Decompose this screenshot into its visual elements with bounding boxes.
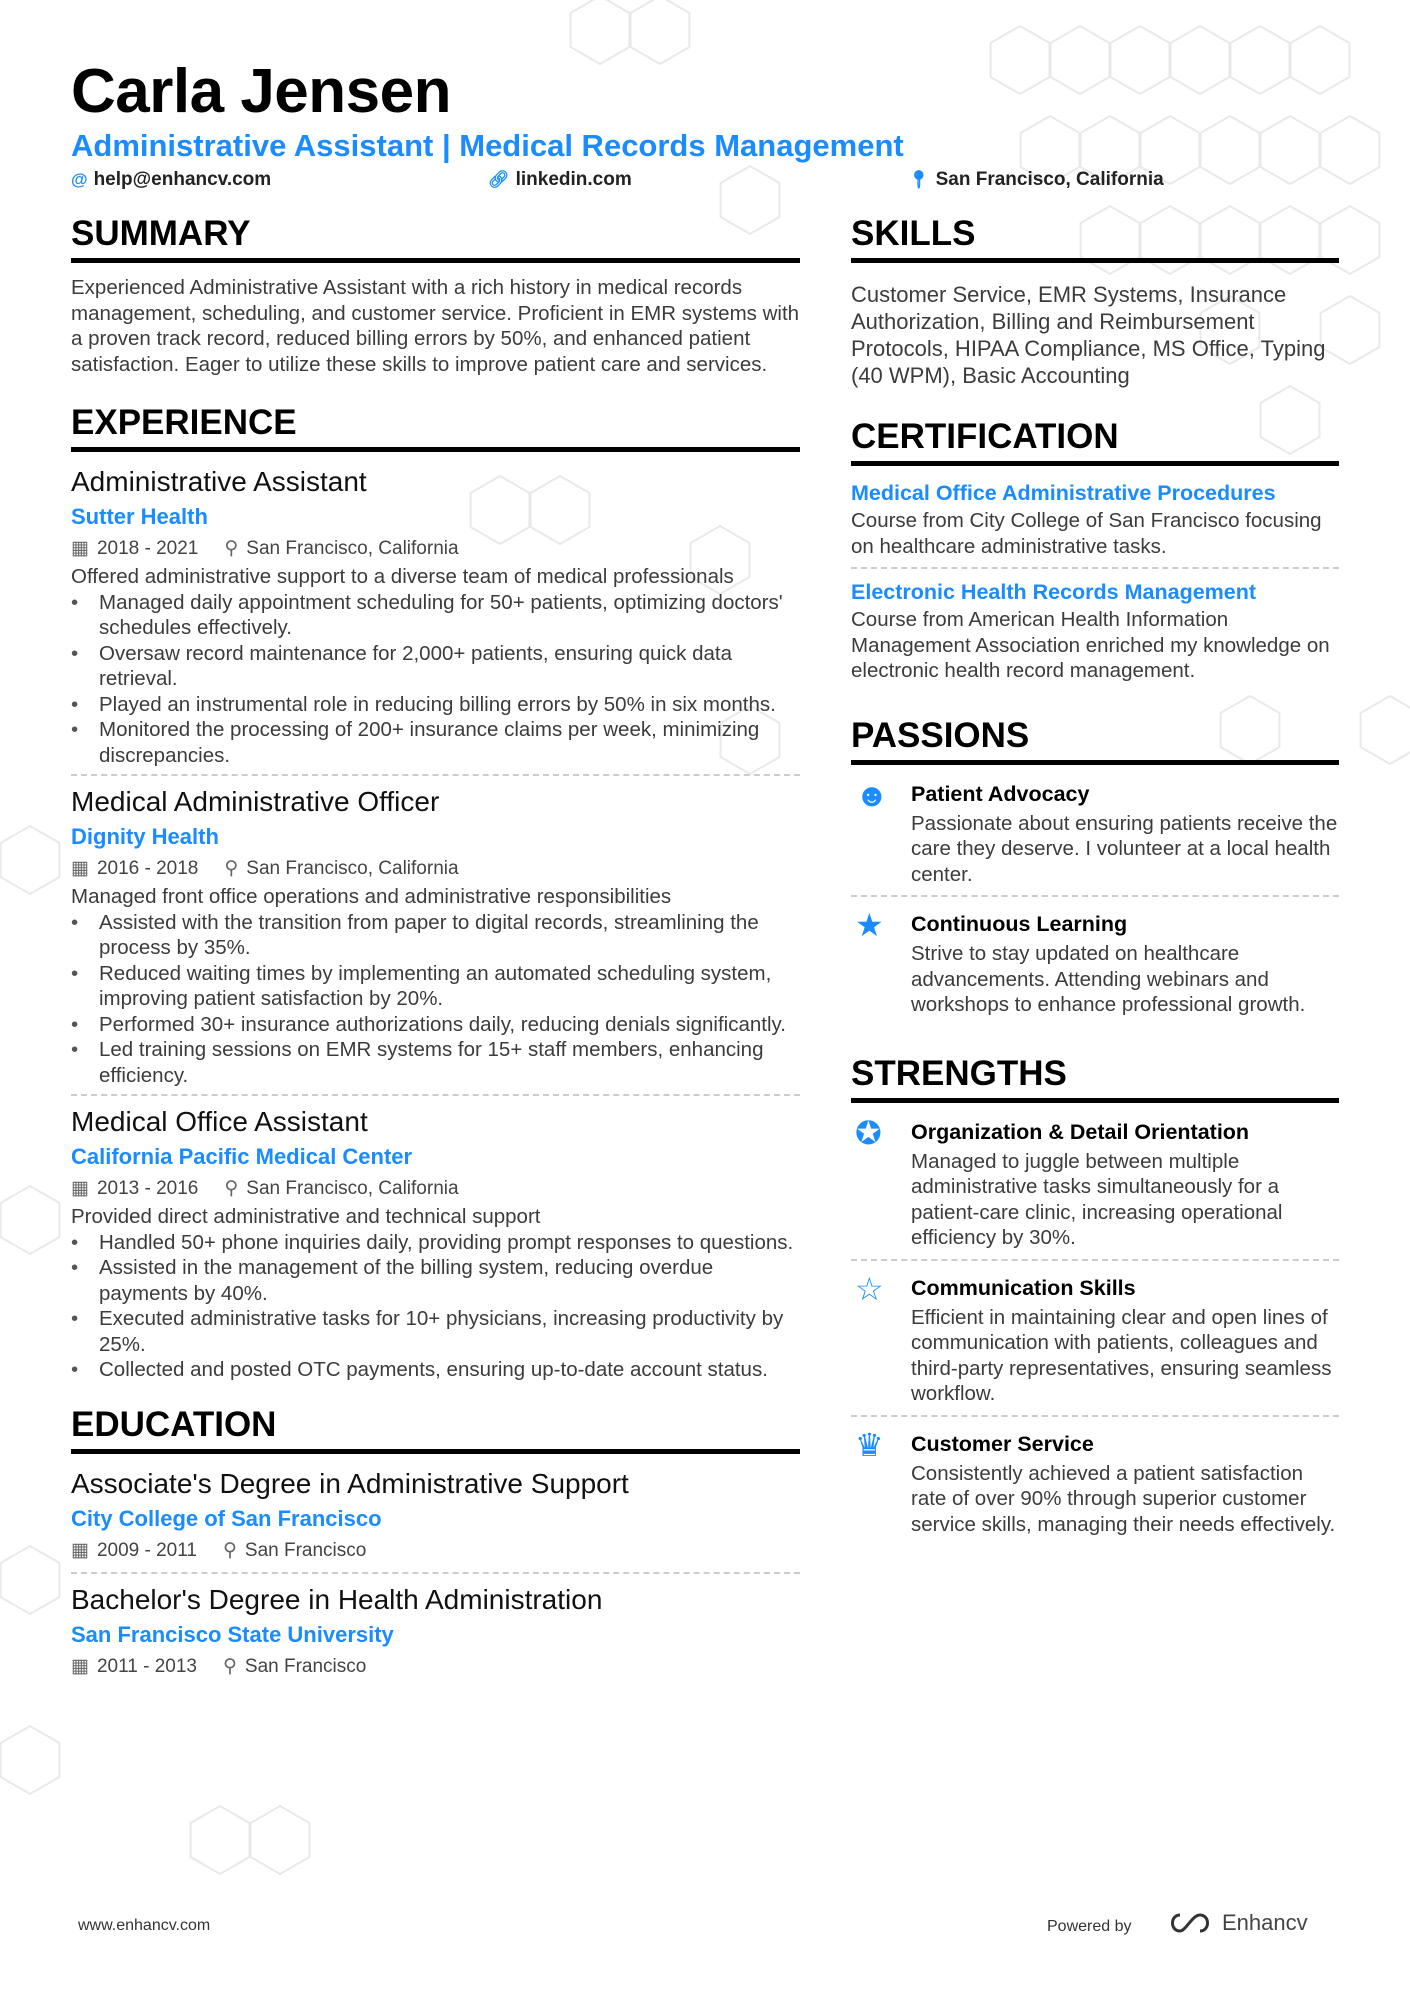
passions-section (851, 716, 1339, 1026)
map-pin-icon: ⚲ (224, 858, 239, 879)
hexagon-shape (1, 1726, 60, 1794)
dates-text: 2011 - 2013 (96, 1655, 197, 1677)
bullet-item: • Executed administrative tasks for 10+ physicians, increasing productivity by 25%. (71, 1306, 800, 1357)
location-text: San Francisco, California (246, 538, 459, 559)
contact-linkedin[interactable] (488, 169, 632, 191)
certification-text: Course from American Health Information Management Association enriched my knowledge on electronic health record management. (851, 608, 1330, 682)
enhancv-logo (1166, 1910, 1308, 1936)
bullet-item: • Handled 50+ phone inquiries daily, providing prompt responses to questions. (71, 1230, 800, 1256)
certification-entry (851, 577, 1339, 692)
headline: Administrative Assistant | Medical Records Management (71, 128, 904, 163)
bullet-item: • Played an instrumental role in reducing billing errors by 50% in six months. (71, 692, 800, 718)
item-body (911, 1115, 1339, 1251)
link-icon: 🔗︎ (488, 170, 510, 189)
item-body (911, 907, 1339, 1018)
job-description: Offered administrative support to a diverse team of medical professionals (71, 565, 734, 588)
strength-entry (851, 1271, 1339, 1417)
dates-text: 2016 - 2018 (96, 858, 199, 879)
meta-row (71, 1652, 800, 1682)
dates-text: 2018 - 2021 (96, 538, 199, 559)
dates (71, 1174, 198, 1204)
hexagon-shape (571, 0, 630, 64)
job-entry (71, 1104, 800, 1389)
meta-row (71, 1536, 800, 1566)
calendar-icon: ▦ (71, 1655, 89, 1677)
at-icon: @ (71, 170, 88, 189)
item-title: Continuous Learning (911, 912, 1128, 936)
calendar-icon: ▦ (71, 1539, 89, 1561)
dates (71, 854, 198, 884)
item-text: Efficient in maintaining clear and open lines of communication with patients, colleagues and third-party representatives, ensuring seamless workflow. (911, 1305, 1332, 1405)
calendar-icon: ▦ (71, 1178, 89, 1199)
bullet-item: • Assisted with the transition from paper to digital records, streamlining the process by 35%. (71, 910, 800, 961)
skills-section (851, 214, 1339, 389)
certification-title[interactable]: Medical Office Administrative Procedures (851, 481, 1276, 505)
job-description: Managed front office operations and administrative responsibilities (71, 885, 672, 908)
head-icon: ☻ (855, 776, 889, 813)
contact-location (908, 169, 1164, 191)
item-title: Communication Skills (911, 1275, 1136, 1300)
bullet-list (71, 1230, 800, 1383)
candidate-name: Carla Jensen (71, 57, 451, 126)
education-section (71, 1405, 800, 1688)
certification-text: Course from City College of San Francisco focusing on healthcare administrative tasks. (851, 509, 1322, 558)
bullet-item: • Monitored the processing of 200+ insurance claims per week, minimizing discrepancies. (71, 717, 800, 768)
trophy-icon: ♛ (855, 1426, 884, 1463)
map-pin-icon: ⚲ (222, 1539, 237, 1561)
item-body (911, 1427, 1339, 1538)
education-entry (71, 1582, 800, 1688)
summary-section (71, 214, 800, 377)
location-text: San Francisco, California (246, 1178, 459, 1199)
hexagon-shape (1361, 696, 1410, 764)
section-heading: STRENGTHS (851, 1054, 1339, 1103)
hexagon-shape (1231, 26, 1290, 94)
job-entry (71, 784, 800, 1096)
section-heading: SKILLS (851, 214, 1339, 263)
hexagon-shape (1111, 26, 1170, 94)
school-name[interactable]: City College of San Francisco (71, 1505, 382, 1531)
hexagon-shape (191, 1806, 250, 1874)
hexagon-shape (1291, 26, 1350, 94)
meta-row (71, 854, 800, 884)
job-title: Medical Office Assistant (71, 1106, 368, 1137)
hexagon-shape (1171, 26, 1230, 94)
strength-entry (851, 1427, 1339, 1546)
location (224, 534, 458, 564)
education-entry (71, 1466, 800, 1574)
map-pin-icon: ⚲ (222, 1655, 237, 1677)
location-text: San Francisco, California (935, 169, 1164, 190)
item-text: Consistently achieved a patient satisfaction rate of over 90% through superior customer service skills, managing their needs effectively. (911, 1461, 1336, 1536)
calendar-icon: ▦ (71, 538, 89, 559)
hexagon-shape (1, 1546, 60, 1614)
skills-text: Customer Service, EMR Systems, Insurance Authorization, Billing and Reimbursement Protocols, HIPAA Compliance, MS Office, Typing (40 WPM), Basic Accounting (851, 282, 1326, 388)
company-name[interactable]: Dignity Health (71, 824, 219, 849)
bullet-item: • Managed daily appointment scheduling for 50+ patients, optimizing doctors' schedules effectively. (71, 590, 800, 641)
item-title: Patient Advocacy (911, 781, 1090, 806)
hexagon-shape (991, 26, 1050, 94)
meta-row (71, 534, 800, 564)
job-title: Administrative Assistant (71, 466, 367, 497)
bullet-list (71, 910, 800, 1089)
job-title: Medical Administrative Officer (71, 786, 440, 817)
item-title: Customer Service (911, 1431, 1094, 1456)
experience-section (71, 403, 800, 1389)
company-name[interactable]: California Pacific Medical Center (71, 1144, 413, 1169)
certification-entry (851, 478, 1339, 569)
hexagon-shape (1321, 116, 1380, 184)
powered-by: Powered by (1047, 1918, 1132, 1935)
location (224, 854, 458, 884)
item-text: Managed to juggle between multiple administrative tasks simultaneously for a patient-care clinic, increasing operational efficiency by 30%. (911, 1149, 1283, 1249)
degree: Bachelor's Degree in Health Administration (71, 1583, 603, 1615)
location-text: San Francisco, California (246, 858, 459, 879)
meta-row (71, 1174, 800, 1204)
item-text: Strive to stay updated on healthcare advancements. Attending webinars and workshops to enhance professional growth. (911, 942, 1306, 1016)
summary-text: Experienced Administrative Assistant with a rich history in medical records management, scheduling, and customer service. Proficient in EMR systems with a proven track record, reduced billing errors by 50%, and enhanced patient satisfaction. Eager to utilize these skills to improve patient care and services. (71, 276, 800, 376)
strength-entry (851, 1115, 1339, 1261)
section-heading: EXPERIENCE (71, 403, 800, 452)
item-title: Organization & Detail Orientation (911, 1119, 1250, 1144)
bullet-item: • Performed 30+ insurance authorizations daily, reducing denials significantly. (71, 1012, 800, 1038)
bullet-item: • Led training sessions on EMR systems for 15+ staff members, enhancing efficiency. (71, 1037, 800, 1088)
passion-entry (851, 777, 1339, 898)
job-entry (71, 464, 800, 776)
award-icon: ✪ (855, 1114, 882, 1151)
item-body (911, 777, 1339, 888)
section-heading: SUMMARY (71, 214, 800, 263)
degree: Associate's Degree in Administrative Support (71, 1467, 629, 1499)
section-heading: EDUCATION (71, 1405, 800, 1454)
location-text: San Francisco (244, 1539, 367, 1561)
calendar-icon: ▦ (71, 858, 89, 879)
hexagon-shape (1051, 26, 1110, 94)
star-icon: ☆ (855, 1270, 884, 1307)
certification-title[interactable]: Electronic Health Records Management (851, 580, 1257, 604)
infinity-logo-icon (1166, 1910, 1214, 1936)
hexagon-shape (1, 826, 60, 894)
location (223, 1652, 366, 1682)
footer-website[interactable]: www.enhancv.com (78, 1917, 211, 1934)
dates (71, 534, 198, 564)
location-text: San Francisco (244, 1655, 367, 1677)
hexagon-shape (631, 0, 690, 64)
bullet-item: • Reduced waiting times by implementing an automated scheduling system, improving patient satisfaction by 20%. (71, 961, 800, 1012)
dates (71, 1652, 197, 1682)
map-pin-icon: ⚲ (224, 538, 239, 559)
certification-section (851, 417, 1339, 692)
company-name[interactable]: Sutter Health (71, 504, 208, 529)
hexagon-shape (1, 1186, 60, 1254)
right-column (851, 214, 1339, 1555)
item-body (911, 1271, 1339, 1407)
contact-email[interactable] (71, 169, 271, 191)
bullet-list (71, 590, 800, 769)
job-description: Provided direct administrative and technical support (71, 1205, 541, 1228)
bullet-item: • Oversaw record maintenance for 2,000+ patients, ensuring quick data retrieval. (71, 641, 800, 692)
item-text: Passionate about ensuring patients receive the care they deserve. I volunteer at a local health center. (911, 811, 1338, 886)
strengths-section (851, 1054, 1339, 1546)
section-heading: PASSIONS (851, 716, 1339, 765)
location (223, 1536, 366, 1566)
bullet-item: • Collected and posted OTC payments, ensuring up-to-date account status. (71, 1357, 800, 1383)
linkedin-text: linkedin.com (515, 169, 632, 190)
dates-text: 2013 - 2016 (96, 1178, 199, 1199)
bullet-item: • Assisted in the management of the billing system, reducing overdue payments by 40%. (71, 1255, 800, 1306)
dates-text: 2009 - 2011 (96, 1539, 197, 1561)
left-column (71, 214, 800, 1696)
section-heading: CERTIFICATION (851, 417, 1339, 466)
email-text: help@enhancv.com (93, 169, 272, 190)
dates (71, 1536, 197, 1566)
map-pin-icon: ⚲ (224, 1178, 239, 1199)
hexagon-shape (1201, 116, 1260, 184)
hexagon-shape (251, 1806, 310, 1874)
star-half-icon: ★ (855, 907, 884, 943)
passion-entry (851, 907, 1339, 1026)
school-name[interactable]: San Francisco State University (71, 1621, 394, 1647)
location (224, 1174, 458, 1204)
map-pin-icon: 📍︎ (908, 170, 930, 189)
hexagon-shape (1261, 116, 1320, 184)
brand-name: Enhancv (1222, 1910, 1308, 1935)
